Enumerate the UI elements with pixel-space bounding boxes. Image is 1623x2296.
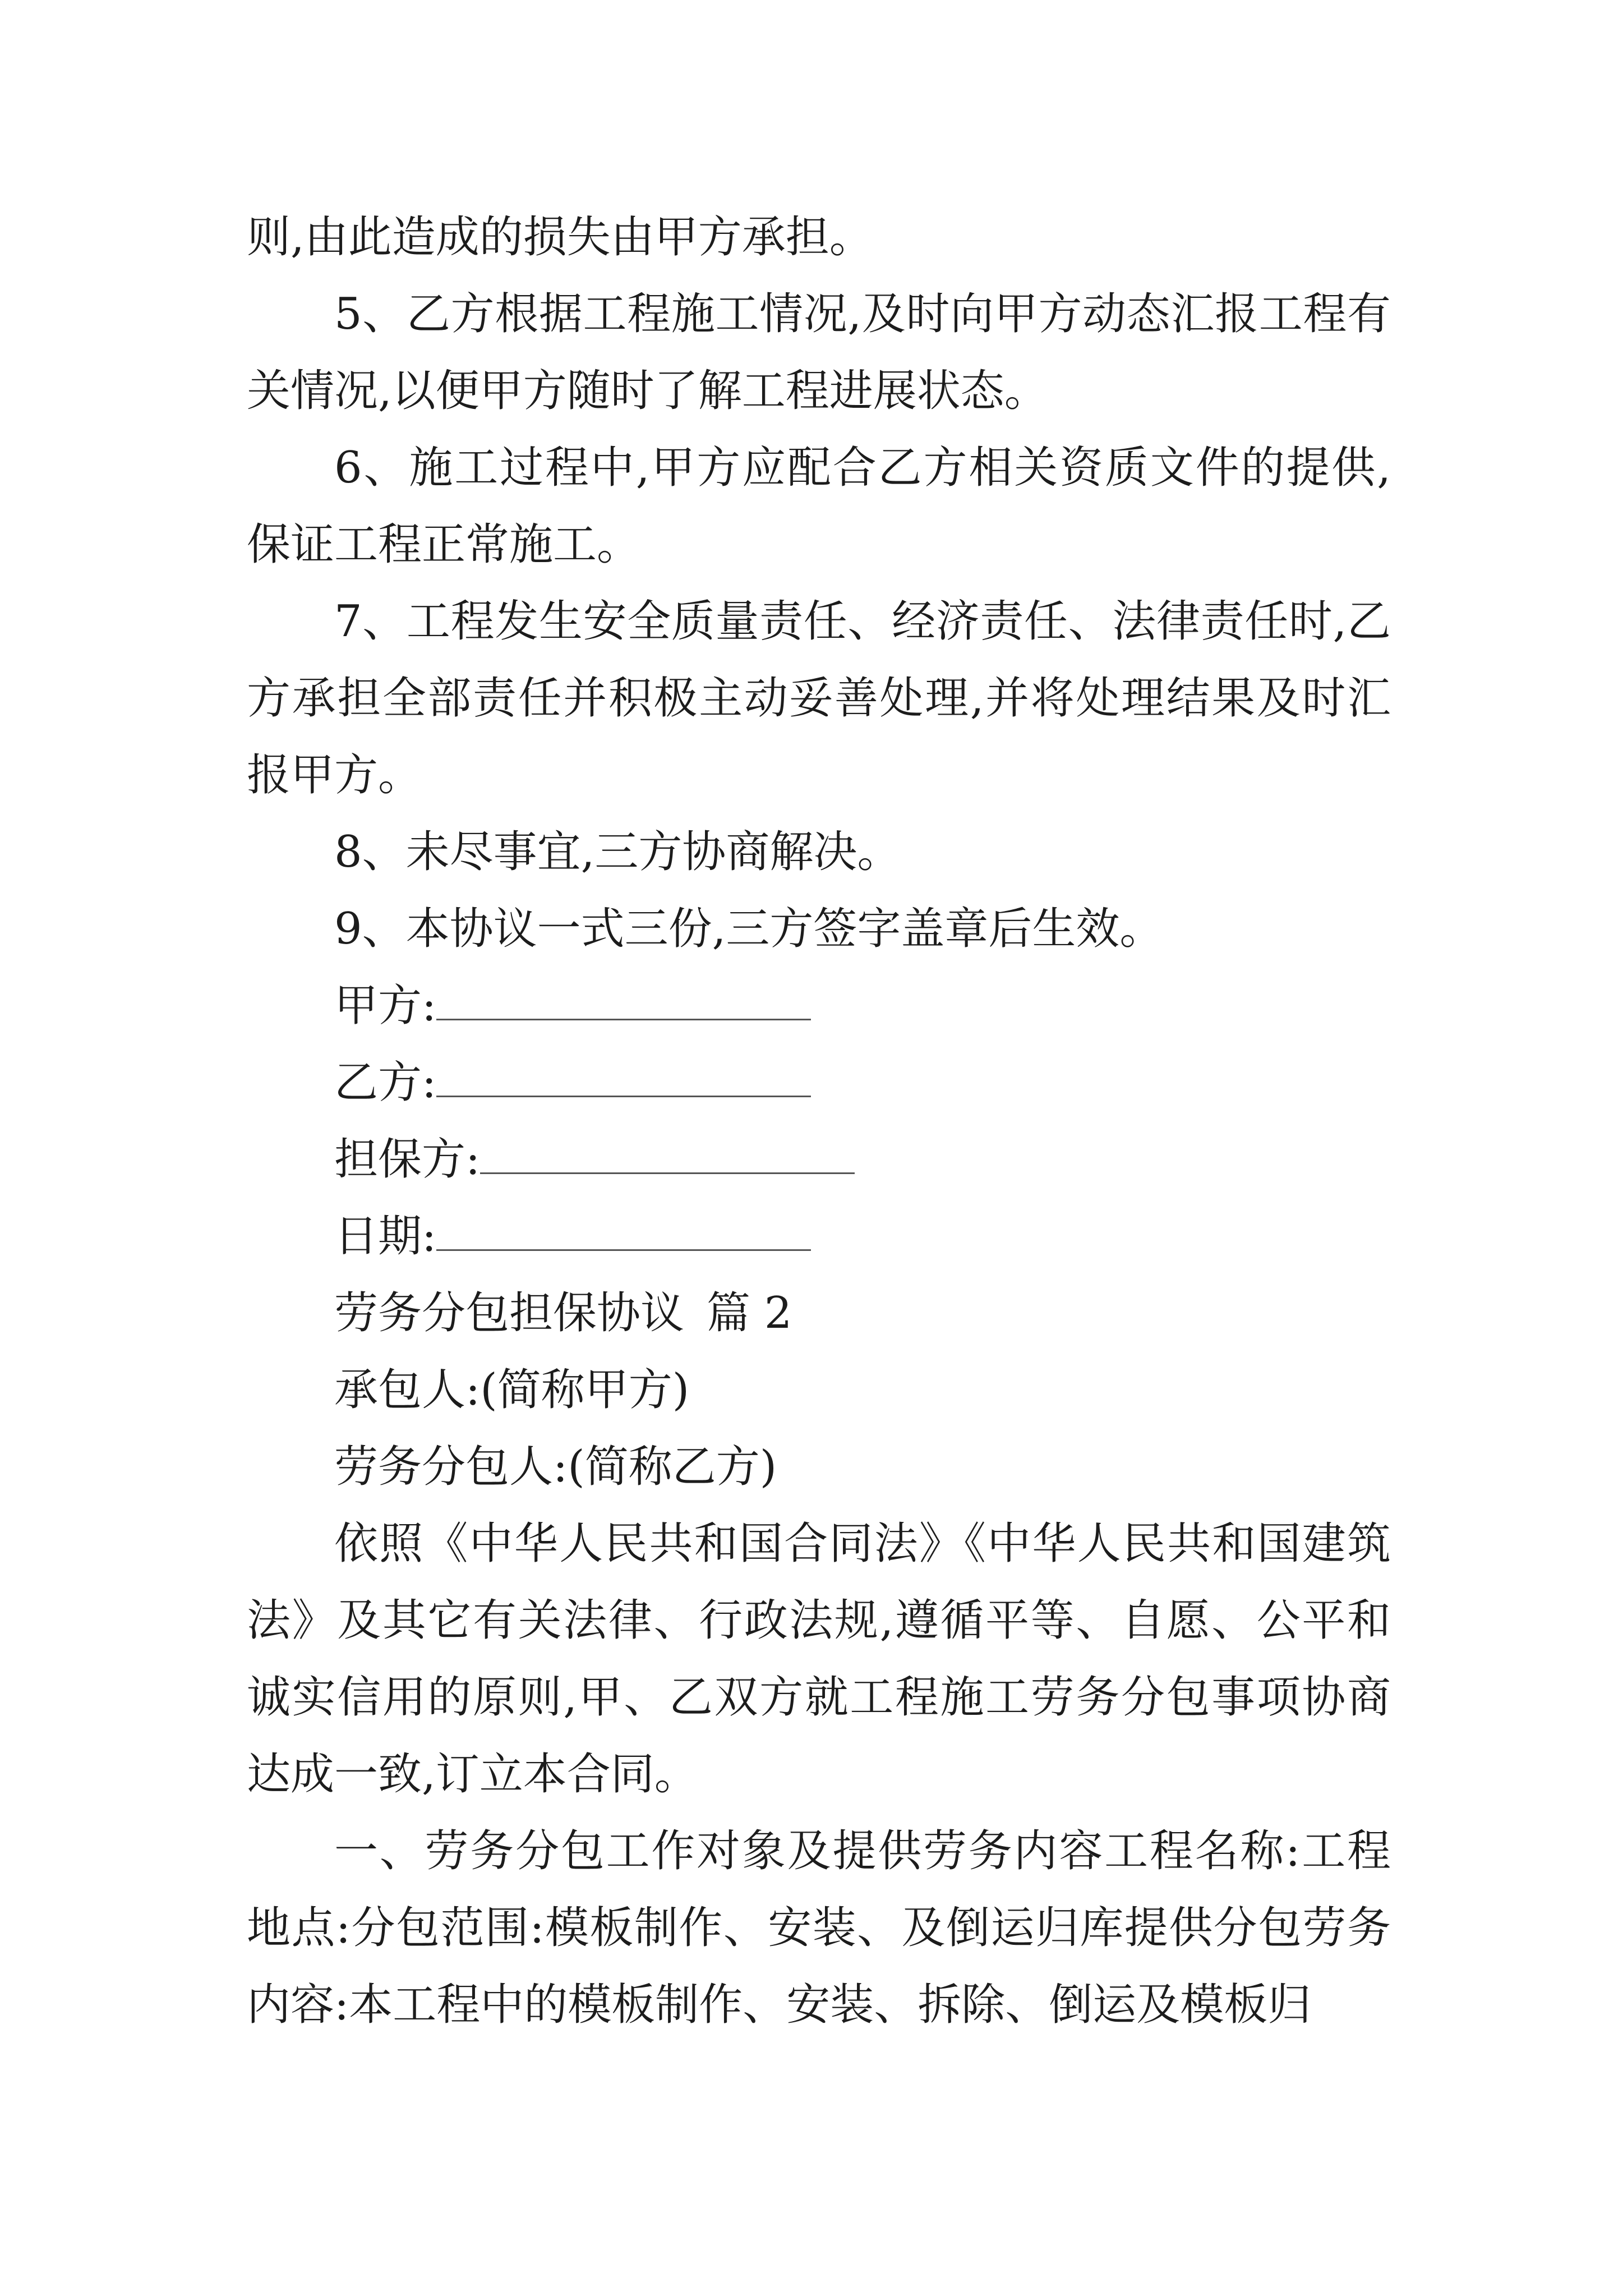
signature-blank-party-b [436,1057,811,1097]
signature-label-party-b: 乙方: [334,1057,437,1108]
paragraph-clause-1: 一、劳务分包工作对象及提供劳务内容工程名称:工程地点:分包范围:模板制作、安装、及倒运归库提供分包劳务内容:本工程中的模板制作、安装、拆除、倒运及模板归 [247,1826,1391,2030]
signature-blank-date [436,1211,811,1251]
signature-blank-party-a [436,981,811,1020]
paragraph-item-8: 8、未尽事宜,三方协商解决。 [334,827,901,877]
signature-blank-guarantor [480,1134,855,1174]
paragraph-item-6: 6、施工过程中,甲方应配合乙方相关资质文件的提供,保证工程正常施工。 [247,443,1391,570]
section-title: 劳务分包担保协议 [334,1288,685,1338]
signature-guarantor [247,1121,1391,1198]
signature-label-party-a: 甲方: [334,981,437,1031]
signature-party-a [247,968,1391,1045]
section-number: 篇 2 [707,1288,792,1338]
subcontractor-line: 劳务分包人:(简称乙方) [334,1442,777,1492]
paragraph-item-5: 5、乙方根据工程施工情况,及时向甲方动态汇报工程有关情况,以便甲方随时了解工程进展状态。 [247,289,1391,416]
paragraph-loss: 则,由此造成的损失由甲方承担。 [247,212,873,263]
signature-date [247,1198,1391,1275]
paragraph-intro: 依照《中华人民共和国合同法》《中华人民共和国建筑法》及其它有关法律、行政法规,遵循平等、自愿、公平和诚实信用的原则,甲、乙双方就工程施工劳务分包事项协商达成一致,订立本合同。 [247,1519,1391,1800]
signature-party-b [247,1045,1391,1121]
signature-label-date: 日期: [334,1211,437,1262]
signature-label-guarantor: 担保方: [334,1134,481,1185]
document-body [247,199,1391,2044]
section-heading [247,1275,1391,1352]
paragraph-item-7: 7、工程发生安全质量责任、经济责任、法律责任时,乙方承担全部责任并积极主动妥善处理,并将处理结果及时汇报甲方。 [247,596,1391,800]
contractor-line: 承包人:(简称甲方) [334,1365,690,1415]
paragraph-item-9: 9、本协议一式三份,三方签字盖章后生效。 [334,904,1164,954]
